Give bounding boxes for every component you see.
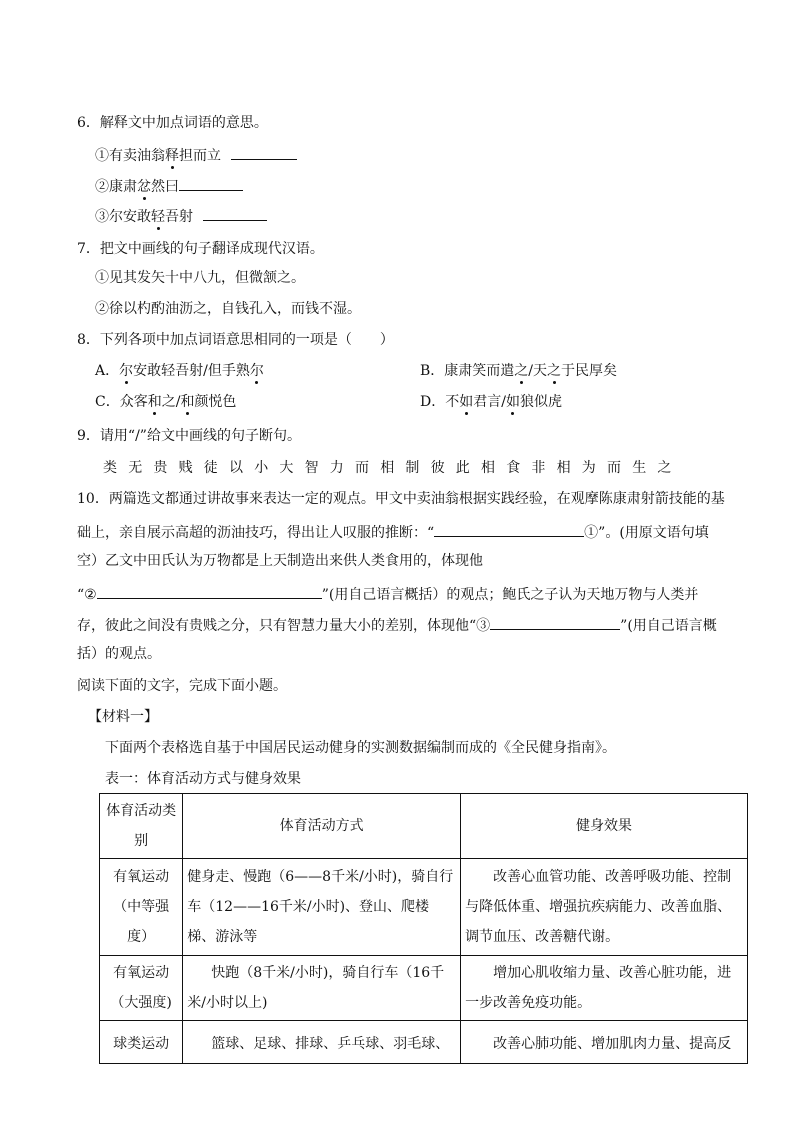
q7-item-1: ①见其发矢十中八九，但微颔之。 (95, 270, 305, 286)
q6-item-2 (95, 175, 243, 196)
dotted-word: 释 (165, 148, 179, 164)
answer-blank[interactable] (97, 583, 322, 599)
q10-text: ”(用自己语言概 (620, 618, 717, 634)
header-effect: 健身效果 (461, 794, 748, 859)
option-text: 颜悦色 (194, 394, 237, 410)
q6-title: 6．解释文中加点词语的意思。 (77, 115, 268, 131)
dotted-word: 尔 (249, 363, 264, 379)
option-text: 不 (445, 394, 460, 410)
q10-line-1: 10．两篇选文都通过讲故事来表达一定的观点。甲文中卖油翁根据实践经验，在观摩陈康肃射箭技能的基 (77, 491, 725, 507)
q10-line-3: 空）乙文中田氏认为万物都是上天制造出来供人类食用的，体现他 (77, 553, 483, 569)
option-text: /天 (528, 363, 548, 379)
q6-item-3 (95, 205, 267, 226)
q9-title: 9．请用“/”给文中画线的句子断句。 (77, 428, 301, 444)
q10-line-6: 括）的观点。 (77, 646, 161, 662)
option-text: 之/ (161, 394, 181, 410)
reading-intro: 阅读下面的文字，完成下面小题。 (77, 678, 287, 694)
dotted-word: 忿 (137, 179, 151, 195)
row-category: 球类运动 (100, 1021, 183, 1064)
blank-marker: ③ (476, 618, 491, 634)
row-effect: 改善心血管功能、改善呼吸功能、控制与降低体重、增强抗疾病能力、改善血脂、调节血压、改善糖代谢。 (461, 859, 748, 956)
material-description: 下面两个表格选自基于中国居民运动健身的实测数据编制而成的《全民健身指南》。 (105, 740, 616, 756)
q10-text: 存，彼此之间没有贵贱之分，只有智慧力量大小的差别，体现他“ (77, 618, 477, 634)
option-letter: B． (420, 363, 445, 379)
q10-text: 础上，亲自展示高超的沥油技巧，得出让人叹服的推断：“ (77, 525, 435, 541)
option-letter: C． (95, 394, 120, 410)
dotted-word: 和 (180, 394, 195, 410)
fitness-table (99, 793, 748, 1064)
option-text: 安敢轻吾射/但手熟 (133, 363, 250, 379)
q10-text: ”(用自己语言概括）的观点；鲍氏之子认为天地万物与人类并 (321, 587, 699, 603)
row-mode: 篮球、足球、排球、乒乓球、羽毛球、 (183, 1021, 461, 1064)
dotted-word: 如 (459, 394, 474, 410)
dotted-word: 之 (547, 363, 562, 379)
header-category: 体育活动类别 (100, 794, 183, 859)
dotted-word: 如 (505, 394, 520, 410)
option-text: 狼似虎 (519, 394, 562, 410)
q10-text: ”。(用原文语句填 (598, 525, 709, 541)
answer-blank[interactable] (231, 144, 297, 160)
q6-item-1 (95, 144, 297, 165)
header-mode: 体育活动方式 (183, 794, 461, 859)
row-mode: 健身走、慢跑（6——8千米/小时)，骑自行车（12——16千米/小时)、登山、爬楼梯、游泳等 (183, 859, 461, 956)
dotted-word: 尔 (119, 363, 134, 379)
answer-blank[interactable] (179, 175, 243, 191)
row-category: 有氧运动（大强度) (100, 956, 183, 1021)
table-row (100, 859, 748, 956)
q8-option-b[interactable] (420, 362, 617, 380)
dotted-word: 和 (147, 394, 162, 410)
row-mode: 快跑（8千米/小时)，骑自行车（16千米/小时以上) (183, 956, 461, 1021)
q7-title: 7．把文中画线的句子翻译成现代汉语。 (77, 241, 324, 257)
q7-item-2: ②徐以杓酌油沥之，自钱孔入，而钱不湿。 (95, 301, 361, 317)
option-text: 于民厚矣 (561, 363, 618, 379)
table-title: 表一：体育活动方式与健身效果 (105, 771, 301, 787)
option-text: 众客 (119, 394, 148, 410)
q8-option-d[interactable] (420, 393, 562, 411)
answer-blank[interactable] (490, 614, 620, 630)
row-effect: 改善心肺功能、增加肌肉力量、提高反 (461, 1021, 748, 1064)
row-category: 有氧运动（中等强度） (100, 859, 183, 956)
option-letter: A． (95, 363, 120, 379)
q6-item-2-pre: ②康肃 (95, 179, 137, 195)
table-row (100, 1021, 748, 1064)
answer-blank[interactable] (203, 205, 267, 221)
q10-line-2 (77, 521, 709, 542)
q8-option-a[interactable] (95, 362, 264, 380)
q10-line-5 (77, 614, 717, 635)
q6-item-3-pre: ③尔安敢 (95, 209, 151, 225)
q8-option-c[interactable] (95, 393, 236, 411)
option-text: 康肃笑而遣 (444, 363, 515, 379)
blank-marker: ① (584, 525, 599, 541)
q10-line-4 (77, 583, 698, 604)
q9-sentence: 类无贵贱徒以小大智力而相制彼此相食非相为而生之 (103, 460, 683, 476)
row-effect: 增加心肌收缩力量、改善心脏功能，进一步改善免疫功能。 (461, 956, 748, 1021)
dotted-word: 之 (514, 363, 529, 379)
table-row (100, 956, 748, 1021)
q6-item-1-pre: ①有卖油翁 (95, 148, 165, 164)
q10-text: “ (77, 587, 85, 603)
material-heading: 【材料一】 (88, 709, 158, 725)
q6-item-3-post: 吾射 (165, 209, 193, 225)
option-text: 君言/ (473, 394, 506, 410)
answer-blank[interactable] (434, 521, 584, 537)
option-letter: D． (420, 394, 446, 410)
q6-item-1-post: 担而立 (179, 148, 221, 164)
dotted-word: 轻 (151, 209, 165, 225)
q6-item-2-post: 然曰 (151, 179, 179, 195)
q8-title: 8．下列各项中加点词语意思相同的一项是（ ） (77, 332, 394, 348)
table-header-row (100, 794, 748, 859)
blank-marker: ② (84, 587, 97, 603)
